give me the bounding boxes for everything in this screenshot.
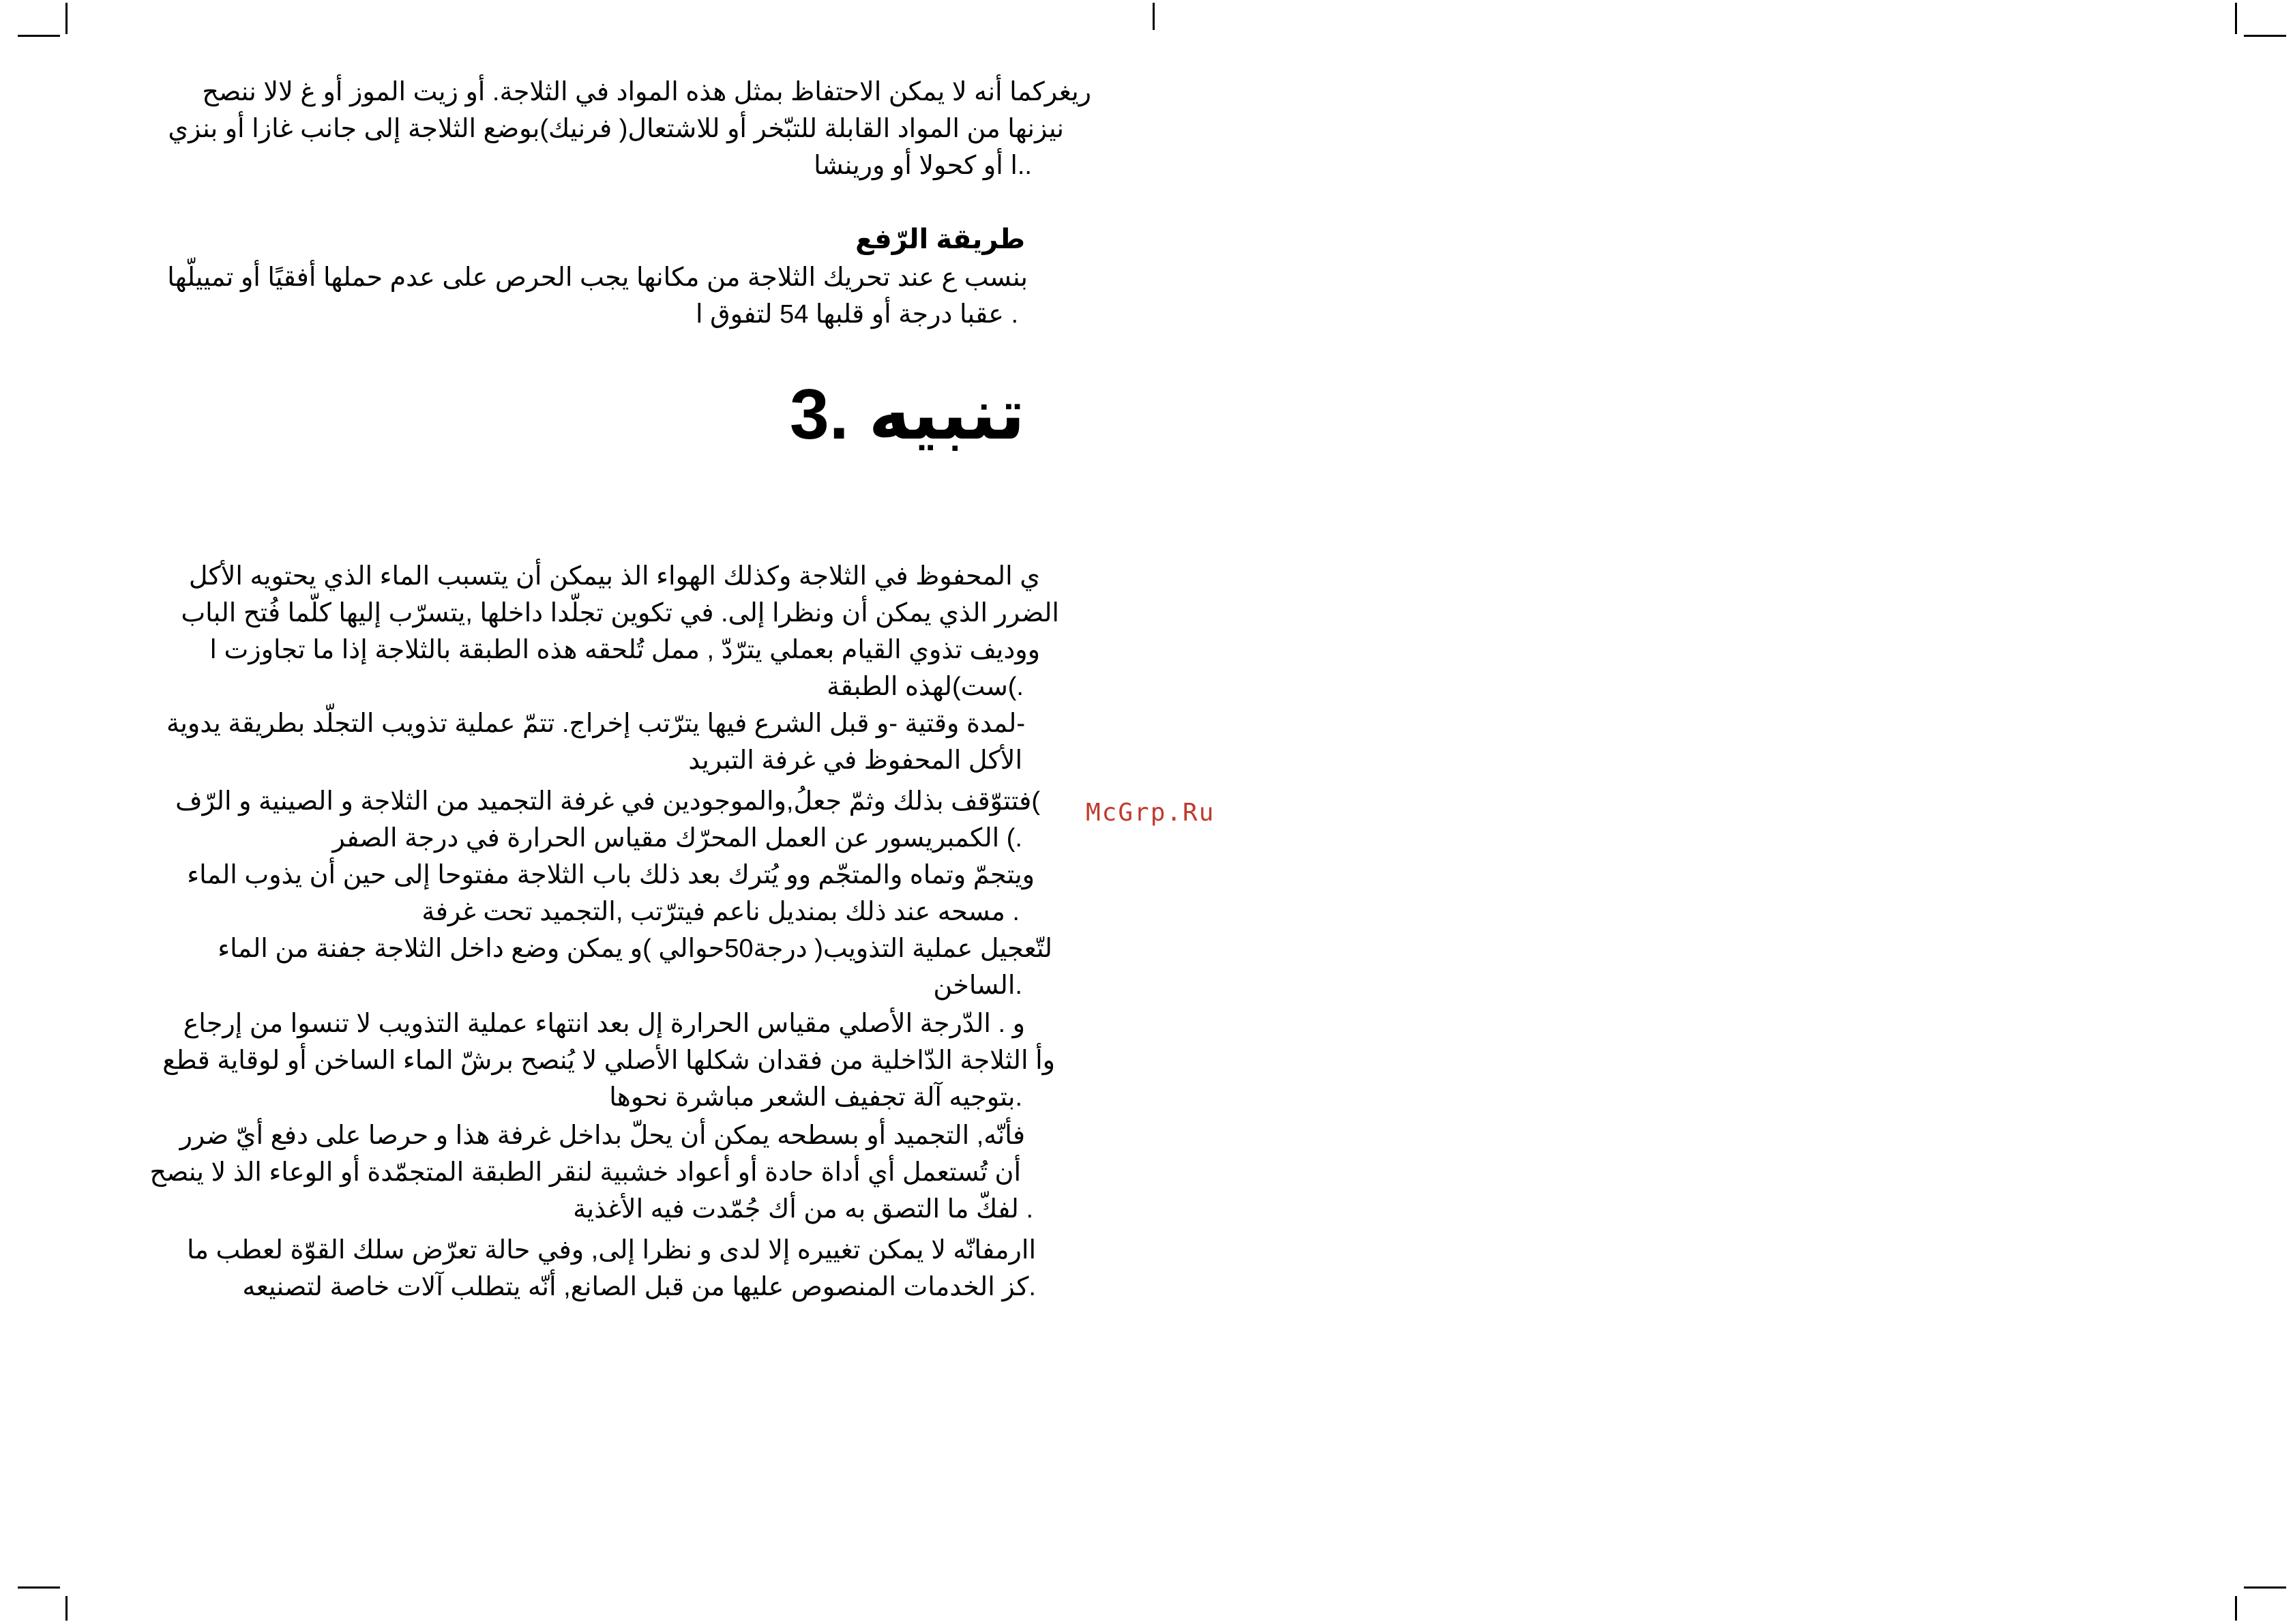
body-line-9: ويتجمّ وتماه والمتجّم وو يُترك بعد ذلك باب الثلاجة مفتوحا إلى حين أن يذوب الماء — [187, 861, 1035, 889]
body-line-14: وأ الثلاجة الدّاخلية من فقدان شكلها الأصلي لا يُنصح برشّ الماء الساخن أو لوقاية قطع — [162, 1046, 1055, 1075]
crop-mark-bottom-left-h — [18, 1586, 60, 1589]
section-title: تنبيه .3 — [789, 375, 1025, 454]
crop-mark-bottom-left-v — [65, 1596, 68, 1621]
crop-mark-bottom-right-v — [2235, 1596, 2237, 1621]
crop-mark-top-left-h — [18, 35, 60, 37]
body-line-6: الأكل المحفوظ في غرفة التبريد — [688, 746, 1022, 775]
body-line-3: ووديف تذوي القيام بعملي يترّدّ , ممل تُلحقه هذه الطبقة بالثلاجة إذا ما تجاوزت ا — [209, 636, 1040, 664]
lifting-title: طريقة الرّفع — [855, 224, 1025, 254]
body-line-13: و . الدّرجة الأصلي مقياس الحرارة إل بعد انتهاء عملية التذويب لا تنسوا من إرجاع — [183, 1009, 1025, 1038]
watermark-text: McGrp.Ru — [1086, 799, 1215, 827]
body-line-16: فأنّه, التجميد أو بسطحه يمكن أن يحلّ بداخل غرفة هذا و حرصا على دفع أيّ ضرر — [179, 1121, 1025, 1150]
lifting-line-2: . عقبا درجة أو قلبها 54 لتفوق ا — [696, 300, 1018, 329]
body-line-15: .بتوجيه آلة تجفيف الشعر مباشرة نحوها — [609, 1083, 1022, 1112]
body-line-4: .)ست)لهذه الطبقة — [827, 673, 1024, 701]
body-line-18: . لفكّ ما التصق به من أك جُمّدت فيه الأغذية — [573, 1195, 1033, 1224]
body-line-19: اارمفانّه لا يمكن تغييره إلا لدى و نظرا إلى, وفي حالة تعرّض سلك القوّة لعطب ما — [187, 1236, 1036, 1265]
body-line-12: .الساخن — [933, 971, 1022, 1000]
body-line-1: ي المحفوظ في الثلاجة وكذلك الهواء الذ بيمكن أن يتسبب الماء الذي يحتويه الأكل — [188, 562, 1040, 591]
crop-mark-top-left-v — [65, 3, 68, 34]
crop-mark-bottom-right-h — [2244, 1586, 2286, 1589]
body-line-7: )فتتوّقف بذلك وثمّ جعلُ,والموجودين في غرفة التجميد من الثلاجة و الصينية و الرّف — [175, 787, 1040, 816]
body-line-2: الضرر الذي يمكن أن ونظرا إلى. في تكوين تجلّدا داخلها ,يتسرّب إليها كلّما فُتح الباب — [181, 599, 1059, 628]
body-line-8: .) الكمبريسور عن العمل المحرّك مقياس الحرارة في درجة الصفر — [332, 824, 1022, 853]
body-line-5: -لمدة وقتية -و قبل الشرع فيها يترّتب إخراج. تتمّ عملية تذويب التجلّد بطريقة يدوية — [166, 709, 1025, 738]
intro-line-1: ريغركما أنه لا يمكن الاحتفاظ بمثل هذه المواد في الثلاجة. أو زيت الموز أو غ لالا ننصح — [202, 78, 1091, 106]
crop-mark-top-right-v — [2235, 3, 2237, 34]
body-line-10: . مسحه عند ذلك بمنديل ناعم فيترّتب ,التجميد تحت غرفة — [421, 898, 1020, 926]
intro-line-2: نيزنها من المواد القابلة للتبّخر أو للاشتعال( فرنيك)بوضع الثلاجة إلى جانب غازا أو بنزي — [168, 115, 1064, 143]
intro-line-3: ..ا أو كحولا أو ورينشا — [814, 151, 1032, 180]
body-line-20: .كز الخدمات المنصوص عليها من قبل الصانع, أنّه يتطلب آلات خاصة لتصنيعه — [242, 1273, 1036, 1301]
crop-mark-top-right-h — [2244, 35, 2286, 37]
crop-mark-top-center-v — [1153, 3, 1155, 30]
body-line-17: أن تُستعمل أي أداة حادة أو أعواد خشبية لنقر الطبقة المتجمّدة أو الوعاء الذ لا ينصح — [149, 1158, 1021, 1187]
body-line-11: لتّعجيل عملية التذويب( درجة50حوالي )و يمكن وضع داخل الثلاجة جفنة من الماء — [218, 934, 1052, 963]
lifting-line-1: بنسب ع عند تحريك الثلاجة من مكانها يجب الحرص على عدم حملها أفقيًا أو تمييلّها — [167, 263, 1028, 292]
